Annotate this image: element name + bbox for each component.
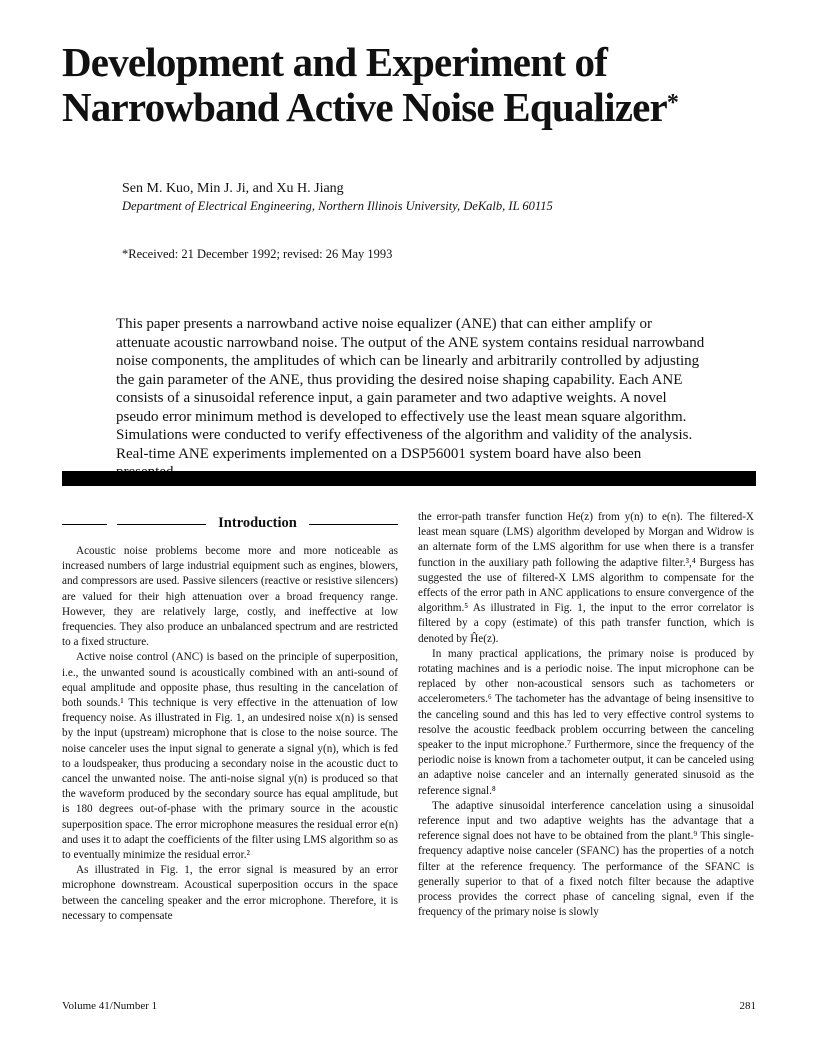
journal-volume: Volume 41/Number 1 [62, 1000, 158, 1012]
heading-rule-short [62, 524, 107, 525]
paper-title [62, 40, 762, 130]
section-heading [62, 510, 398, 538]
paragraph: The adaptive sinusoidal interference cancelation using a sinusoidal reference input and two adaptive weights has the advantage that a reference signal does not have to be obtained from the plant.⁹ This single-frequency adaptive noise canceler (SFANC) has the properties of a notch filter at the reference frequency. The performance of the SFANC is generally superior to that of a fixed notch filter because the adaptive process provides the correct phase of canceling signal, even if the frequency of the primary noise is slowly [418, 799, 754, 919]
affiliation: Department of Electrical Engineering, Northern Illinois University, DeKalb, IL 60115 [122, 199, 553, 213]
left-column [62, 510, 398, 924]
paragraph: the error-path transfer function He(z) from y(n) to e(n). The filtered-X least mean square (LMS) algorithm developed by Morgan and Widrow is an alternate form of the LMS algorithm for use when there is a transfer function in the auxiliary path following the adaptive filter.³,⁴ Burgess has suggested the use of filtered-X LMS algorithm to compensate for the effects of the error path in ANC applications to ensure convergence of the algorithm.⁵ As illustrated in Fig. 1, the input to the error correlator is filtered by a copy (estimate) of this path transfer function, which is denoted by Ĥe(z). [418, 511, 754, 645]
page-number: 281 [739, 1000, 756, 1012]
heading-rule-right [309, 524, 398, 525]
header-rule [62, 471, 756, 486]
title-line-2: Narrowband Active Noise Equalizer [62, 84, 667, 130]
section-title: Introduction [218, 515, 297, 532]
paragraph: Active noise control (ANC) is based on the principle of superposition, i.e., the unwanted sound is acoustically combined with an anti-sound of equal amplitude and opposite phase, thus resulting in the cancelation of both sounds.¹ This technique is very effective in the attenuation of low frequency noise. As illustrated in Fig. 1, an undesired noise x(n) is sensed by the input (upstream) microphone that is close to the noise source. The noise canceler uses the input signal to generate a signal y(n), which is fed to a loudspeaker, thus producing a secondary noise in the acoustic duct to cancel the unwanted noise. The anti-noise signal y(n) is produced so that the waveform produced by the secondary source has equal amplitude, but is 180 degrees out-of-phase with the primary source in the acoustic superposition space. The error microphone measures the residual error e(n) and uses it to adapt the coefficients of the filter using LMS algorithm so as to eventually minimize the residual error.² [62, 651, 398, 862]
authors: Sen M. Kuo, Min J. Ji, and Xu H. Jiang [122, 181, 344, 196]
heading-rule-left [117, 524, 206, 525]
right-column [418, 510, 754, 920]
title-footnote-mark: * [666, 90, 679, 116]
title-line-1: Development and Experiment of [62, 39, 608, 85]
paragraph: In many practical applications, the primary noise is produced by rotating machines and is a periodic noise. The input microphone can be replaced by other non-acoustical sensors such as tachometers or accelerometers.⁶ The tachometer has the advantage of being insensitive to the canceling sound and this has led to very effective control systems to resolve the acoustic feedback problem occurring between the canceling speaker to the input microphone.⁷ Furthermore, since the frequency of the periodic noise is known from a tachometer output, it can be canceled using an adaptive noise canceler and an internally generated sinusoid as the reference signal.⁸ [418, 647, 754, 797]
paragraph: As illustrated in Fig. 1, the error signal is measured by an error microphone downstream. Acoustical superposition occurs in the space between the canceling speaker and the error microphone. Therefore, it is necessary to compensate [62, 864, 398, 922]
paragraph: Acoustic noise problems become more and more noticeable as increased numbers of large industrial equipment such as engines, blowers, and compressors are used. Passive silencers (reactive or resistive silencers) are valued for their high attenuation over a broad frequency range. However, they are relatively large, costly, and ineffective at low frequencies. They also produce an unbalanced spectrum and are restricted to a fixed structure. [62, 545, 398, 649]
received-note: *Received: 21 December 1992; revised: 26 May 1993 [122, 247, 393, 261]
abstract: This paper presents a narrowband active noise equalizer (ANE) that can either amplify or attenuate acoustic narrowband noise. The output of the ANE system contains residual narrowband noise components, the amplitudes of which can be linearly and arbitrarily controlled by adjusting the gain parameter of the ANE, thus providing the desired noise shaping capability. Each ANE consists of a sinusoidal reference input, a gain parameter and two adaptive weights. A novel pseudo error minimum method is developed to effectively use the least mean square algorithm. Simulations were conducted to verify effectiveness of the algorithm and validity of the analysis. Real-time ANE experiments implemented on a DSP56001 system board have also been [116, 316, 705, 462]
